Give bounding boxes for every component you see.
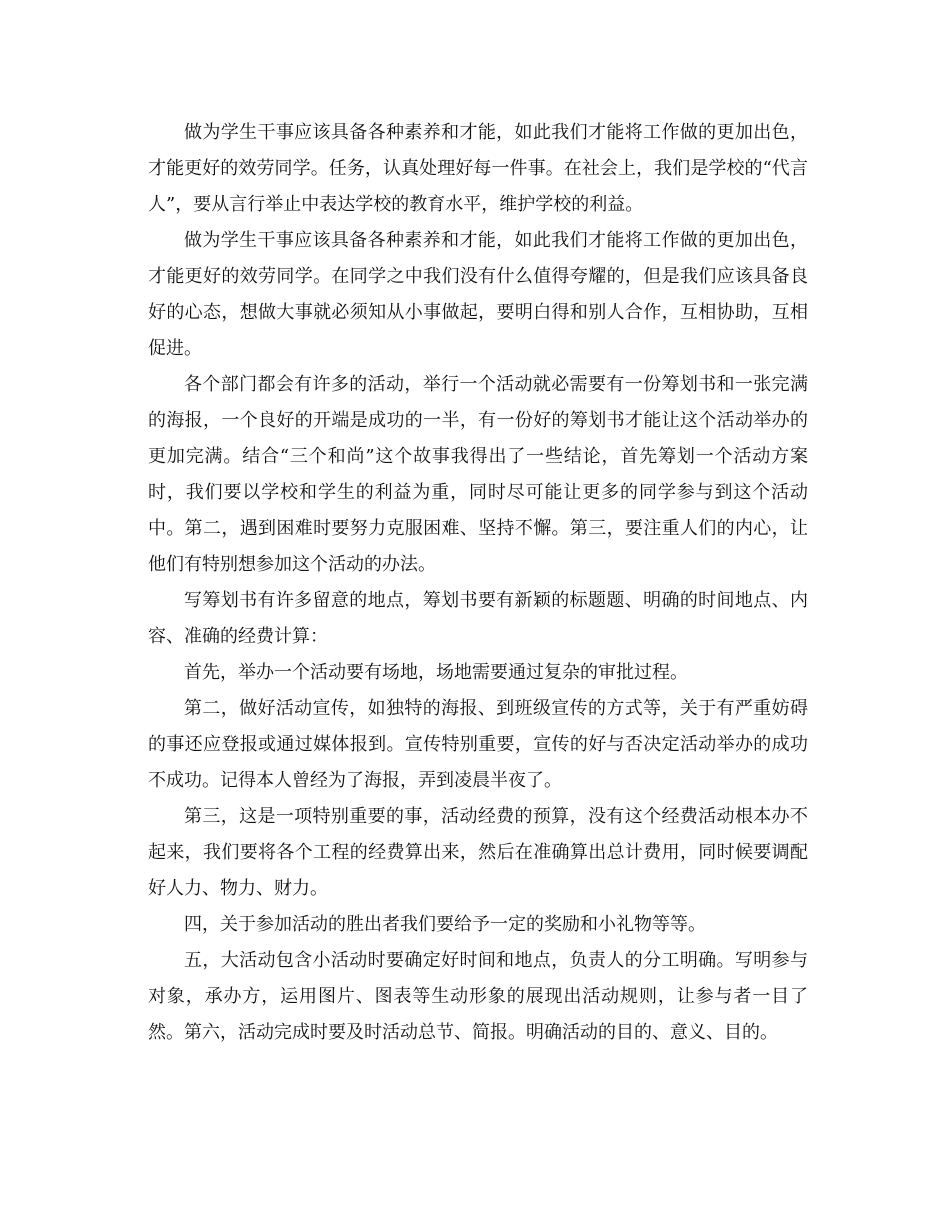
paragraph: 做为学生干事应该具备各种素养和才能，如此我们才能将工作做的更加出色，才能更好的效劳同学。任务，认真处理好每一件事。在社会上，我们是学校的“代言人”，要从言行举止中表达学校的教育水平，维护学校的利益。 xyxy=(148,122,808,215)
document-body xyxy=(148,115,808,1051)
paragraph: 第二，做好活动宣传，如独特的海报、到班级宣传的方式等，关于有严重妨碍的事还应登报或通过媒体报到。宣传特别重要，宣传的好与否决定活动举办的成功不成功。记得本人曾经为了海报，弄到凌晨半夜了。 xyxy=(148,698,808,791)
paragraph: 做为学生干事应该具备各种素养和才能，如此我们才能将工作做的更加出色，才能更好的效劳同学。在同学之中我们没有什么值得夸耀的，但是我们应该具备良好的心态，想做大事就必须知从小事做起，要明白得和别人合作，互相协助，互相促进。 xyxy=(148,230,808,359)
paragraph: 各个部门都会有许多的活动，举行一个活动就必需要有一份筹划书和一张完满的海报，一个良好的开端是成功的一半，有一份好的筹划书才能让这个活动举办的更加完满。结合“三个和尚”这个故事我得出了一些结论，首先筹划一个活动方案时，我们要以学校和学生的利益为重，同时尽可能让更多的同学参与到这个活动中。第二，遇到困难时要努力克服困难、坚持不懈。第三，要注重人们的内心，让他们有特别想参加这个活动的办法。 xyxy=(148,374,808,575)
paragraph: 第三，这是一项特别重要的事，活动经费的预算，没有这个经费活动根本办不起来，我们要将各个工程的经费算出来，然后在准确算出总计费用，同时候要调配好人力、物力、财力。 xyxy=(148,806,808,899)
paragraph: 首先，举办一个活动要有场地，场地需要通过复杂的审批过程。 xyxy=(184,662,688,683)
paragraph: 写筹划书有许多留意的地点，筹划书要有新颖的标题题、明确的时间地点、内容、准确的经费计算： xyxy=(148,590,808,647)
paragraph: 五，大活动包含小活动时要确定好时间和地点，负责人的分工明确。写明参与对象，承办方，运用图片、图表等生动形象的展现出活动规则，让参与者一目了然。第六，活动完成时要及时活动总节、简报。明确活动的目的、意义、目的。 xyxy=(148,950,808,1043)
paragraph: 四，关于参加活动的胜出者我们要给予一定的奖励和小礼物等等。 xyxy=(184,914,706,935)
